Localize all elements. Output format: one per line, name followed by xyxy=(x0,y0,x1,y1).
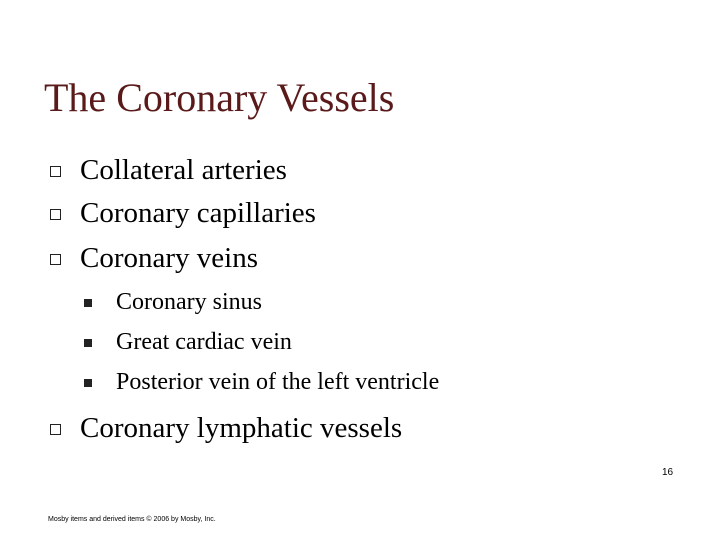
bullet-item: Collateral arteries xyxy=(80,154,287,186)
hollow-square-bullet-icon xyxy=(50,424,61,435)
filled-square-bullet-icon xyxy=(84,299,92,307)
hollow-square-bullet-icon xyxy=(50,209,61,220)
filled-square-bullet-icon xyxy=(84,379,92,387)
bullet-item: Coronary lymphatic vessels xyxy=(80,412,403,444)
bullet-item: Coronary veins xyxy=(80,242,258,274)
hollow-square-bullet-icon xyxy=(50,166,61,177)
slide-title: The Coronary Vessels xyxy=(44,75,395,120)
hollow-square-bullet-icon xyxy=(50,254,61,265)
copyright-footer: Mosby items and derived items © 2006 by Mosby, Inc. xyxy=(48,516,216,523)
filled-square-bullet-icon xyxy=(84,339,92,347)
bullet-item: Coronary capillaries xyxy=(80,197,316,229)
sub-bullet-item: Great cardiac vein xyxy=(116,329,292,355)
sub-bullet-item: Coronary sinus xyxy=(116,289,262,315)
sub-bullet-item: Posterior vein of the left ventricle xyxy=(116,369,440,395)
page-number: 16 xyxy=(662,467,674,478)
